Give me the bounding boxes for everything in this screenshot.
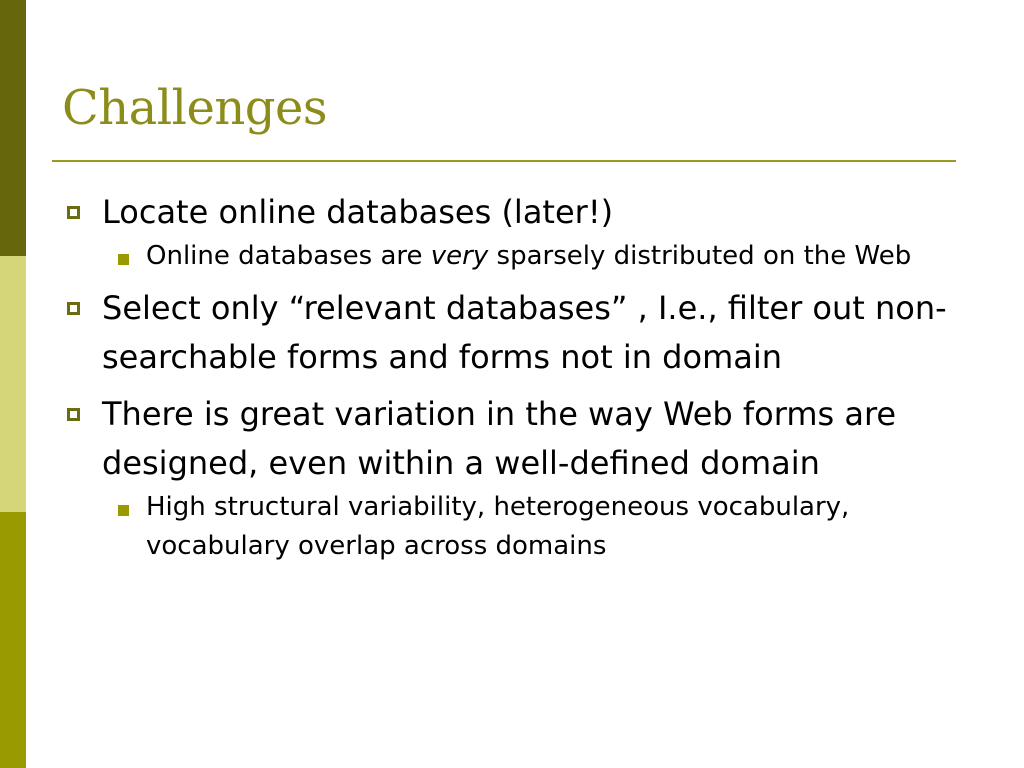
bullet-text: Select only “relevant databases” , I.e., filter out non-searchable forms and forms not in domain [102,289,947,376]
bullet-text: There is great variation in the way Web forms are designed, even within a well-defined domain [102,395,897,482]
bullet-item [60,284,980,382]
sub-bullet-item [60,488,980,566]
sub-bullet-text-part: High structural variability, heterogeneous vocabulary, vocabulary overlap across domains [146,492,850,561]
filled-square-bullet-icon [118,505,129,516]
sub-bullet-text [146,488,980,566]
sub-bullet-item [60,237,980,276]
bullet-item [60,390,980,566]
sub-bullet-text-part: Online databases are [146,241,431,271]
hollow-square-bullet-icon [67,206,80,219]
sub-bullet-text-part: sparsely distributed on the Web [488,241,912,271]
slide-title: Challenges [62,80,328,136]
bullet-list [60,188,980,574]
title-underline [52,160,956,162]
bullet-text: Locate online databases (later!) [102,193,614,231]
left-band-mid [0,512,26,768]
left-band-dark [0,0,26,256]
sub-bullet-list [102,237,980,276]
sub-bullet-emphasis: very [430,241,489,271]
sub-bullet-text [146,237,980,276]
hollow-square-bullet-icon [67,302,80,315]
sub-bullet-list [102,488,980,566]
bullet-item [60,188,980,276]
filled-square-bullet-icon [118,254,129,265]
left-band-light [0,256,26,512]
hollow-square-bullet-icon [67,408,80,421]
